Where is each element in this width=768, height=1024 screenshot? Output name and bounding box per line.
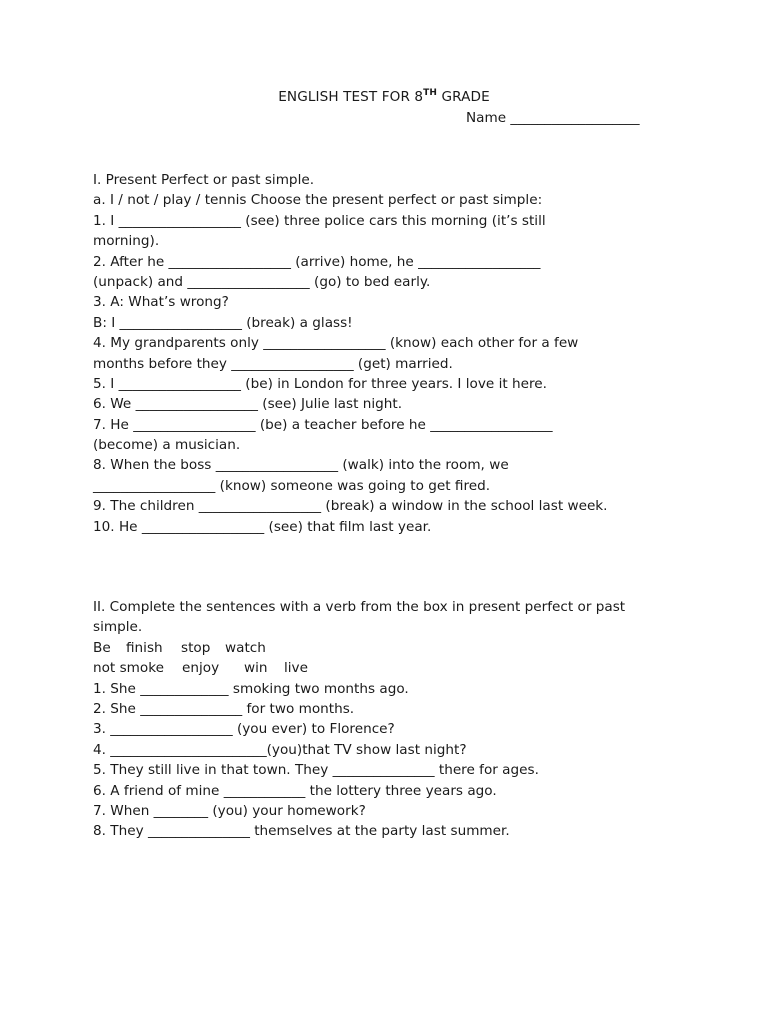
- exercise-line: 9. The children __________________ (break) a window in the school last week.: [93, 498, 608, 515]
- verb-word: enjoy: [182, 660, 220, 677]
- verb-box-row-2: [93, 658, 683, 678]
- verb-word: Be: [93, 639, 111, 656]
- exercise-line: B: I __________________ (break) a glass!: [93, 314, 353, 331]
- page-title: [0, 89, 768, 105]
- exercise-line: 8. They _______________ themselves at the party last summer.: [93, 823, 510, 840]
- exercise-line: 5. They still live in that town. They _______________ there for ages.: [93, 762, 539, 779]
- section-heading: I. Present Perfect or past simple.: [93, 172, 315, 188]
- exercise-line: 4. _______________________(you)that TV show last night?: [93, 741, 467, 758]
- section-complete-sentences: [93, 597, 683, 842]
- exercise-line: 4. My grandparents only __________________ (know) each other for a few: [93, 335, 579, 352]
- exercise-line: 2. After he __________________ (arrive) home, he __________________: [93, 253, 541, 270]
- exercise-line: 1. I __________________ (see) three police cars this morning (it’s still: [93, 212, 546, 229]
- verb-word: finish: [126, 639, 163, 656]
- exercise-line: 8. When the boss __________________ (walk) into the room, we: [93, 457, 509, 474]
- title-text: ENGLISH TEST FOR 8: [278, 89, 424, 105]
- exercise-line: 6. We __________________ (see) Julie last night.: [93, 396, 403, 413]
- exercise-line: morning).: [93, 233, 160, 250]
- exercise-line: 10. He __________________ (see) that film last year.: [93, 518, 432, 535]
- verb-box-row-1: [93, 638, 683, 658]
- exercise-line: 1. She _____________ smoking two months ago.: [93, 680, 409, 697]
- title-superscript: TH: [423, 88, 438, 98]
- exercise-line: 7. When ________ (you) your homework?: [93, 802, 366, 819]
- verb-word: live: [284, 660, 308, 677]
- exercise-line: (unpack) and __________________ (go) to bed early.: [93, 273, 431, 290]
- verb-word: not smoke: [93, 660, 164, 677]
- section-heading-continued: simple.: [93, 619, 143, 636]
- exercise-line: 3. __________________ (you ever) to Florence?: [93, 721, 395, 738]
- section-instruction: a. I / not / play / tennis Choose the present perfect or past simple:: [93, 192, 543, 209]
- section-present-perfect: [93, 170, 683, 537]
- exercise-line: __________________ (know) someone was going to get fired.: [93, 477, 491, 494]
- exercise-line: 5. I __________________ (be) in London for three years. I love it here.: [93, 375, 547, 392]
- verb-word: watch: [225, 639, 266, 656]
- name-field-line: Name ___________________: [466, 110, 640, 126]
- title-text-end: GRADE: [437, 89, 490, 105]
- exercise-line: 7. He __________________ (be) a teacher before he __________________: [93, 416, 553, 433]
- verb-word: stop: [181, 639, 211, 656]
- exercise-line: 3. A: What’s wrong?: [93, 294, 229, 311]
- exercise-line: (become) a musician.: [93, 437, 241, 454]
- section-heading: II. Complete the sentences with a verb from the box in present perfect or past: [93, 599, 626, 615]
- exercise-line: months before they __________________ (get) married.: [93, 355, 453, 372]
- verb-word: win: [244, 660, 268, 677]
- exercise-line: 2. She _______________ for two months.: [93, 700, 355, 717]
- exercise-line: 6. A friend of mine ____________ the lottery three years ago.: [93, 782, 497, 799]
